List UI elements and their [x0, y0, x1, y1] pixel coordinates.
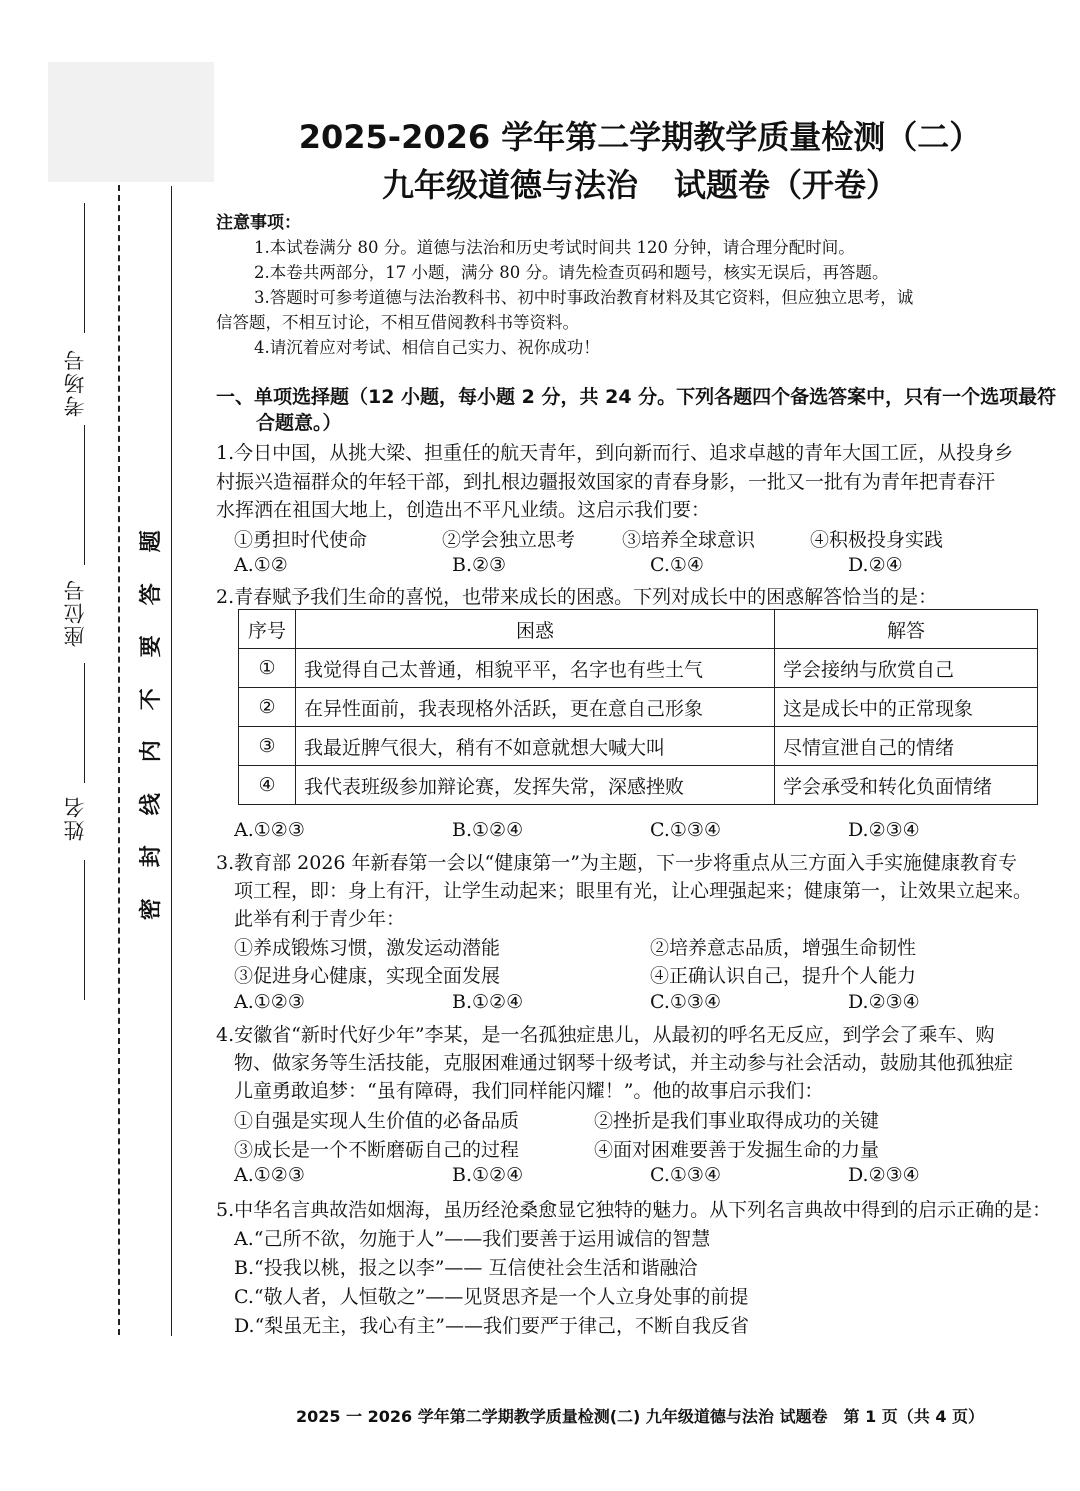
notice-item: 信答题，不相互讨论，不相互借阅教科书等资料。: [216, 313, 579, 332]
row-confusion: 我觉得自己太普通，相貌平平，名字也有些土气: [296, 649, 775, 688]
q1-item: ④积极投身实践: [810, 529, 944, 551]
q5-option: A.“己所不欲，勿施于人”——我们要善于运用诚信的智慧: [234, 1228, 711, 1250]
q4-option: D.②③④: [848, 1164, 920, 1186]
q1-option: D.②④: [848, 554, 903, 576]
seat-underline: [84, 663, 85, 783]
seal-char: 题: [138, 530, 164, 553]
q5-stem: 5.中华名言典故浩如烟海，虽历经沧桑愈显它独特的魅力。从下列名言典故中得到的启示正确的是：: [216, 1199, 1052, 1221]
q3-stem: 此举有利于青少年：: [234, 908, 406, 930]
q3-stem: 项工程，即：身上有汗，让学生动起来；眼里有光，让心理强起来；健康第一，让效果立起来。: [234, 880, 1033, 902]
q3-stem: 3.教育部 2026 年新春第一会以“健康第一”为主题，下一步将重点从三方面入手实施健康教育专: [216, 852, 1017, 874]
row-answer: 学会承受和转化负面情绪: [775, 766, 1038, 805]
row-index: ②: [239, 688, 296, 727]
q4-item: ①自强是实现人生价值的必备品质: [234, 1110, 520, 1132]
q1-item: ②学会独立思考: [442, 529, 576, 551]
exam-subtitle: [200, 160, 1080, 206]
notice-item: 4.请沉着应对考试、相信自己实力、祝你成功！: [254, 338, 600, 357]
q5-option: C.“敬人者，人恒敬之”——见贤思齐是一个人立身处事的前提: [234, 1286, 749, 1308]
q4-stem: 4.安徽省“新时代好少年”李某，是一名孤独症患儿，从最初的呼名无反应，到学会了乘车、购: [216, 1024, 995, 1046]
q5-option: B.“投我以桃，报之以李”—— 互信使社会生活和谐融洽: [234, 1257, 698, 1279]
q1-item: ③培养全球意识: [622, 529, 756, 551]
exam-room-label: 考场号: [63, 348, 87, 417]
q2-table: [238, 609, 1038, 805]
q3-item: ③促进身心健康，实现全面发展: [234, 965, 501, 987]
notice-item: 1.本试卷满分 80 分。道德与法治和历史考试时间共 120 分钟，请合理分配时间。: [254, 238, 855, 257]
col-header-index: 序号: [239, 610, 296, 649]
section-heading: 一、单项选择题（12 小题，每小题 2 分，共 24 分。下列各题四个备选答案中，只有一个选项最符: [216, 386, 1057, 408]
seal-char: 要: [138, 635, 164, 658]
binding-margin: [0, 0, 200, 1491]
q1-item: ①勇担时代使命: [234, 529, 368, 551]
notice-item: 3.答题时可参考道德与法治教科书、初中时事政治教育材料及其它资料，但应独立思考，诚: [254, 288, 914, 307]
row-confusion: 我代表班级参加辩论赛，发挥失常，深感挫败: [296, 766, 775, 805]
q4-item: ②挫折是我们事业取得成功的关键: [594, 1110, 880, 1132]
seat-label: 座位号: [63, 578, 87, 647]
row-index: ④: [239, 766, 296, 805]
q3-option: C.①③④: [650, 991, 721, 1013]
row-confusion: 在异性面前，我表现格外活跃，更在意自己形象: [296, 688, 775, 727]
q2-option: A.①②③: [234, 819, 305, 841]
q4-option: B.①②④: [452, 1164, 524, 1186]
q4-stem: 物、做家务等生活技能，克服困难通过钢琴十级考试，并主动参与社会活动，鼓励其他孤独症: [234, 1052, 1014, 1074]
page-footer: 2025 一 2026 学年第二学期教学质量检测(二) 九年级道德与法治 试题卷 第 1 页（共 4 页）: [295, 1407, 985, 1426]
table-row: [239, 649, 1038, 688]
notice-item: 2.本卷共两部分，17 小题，满分 80 分。请先检查页码和题号，核实无误后，再答题。: [254, 263, 889, 282]
seal-char: 答: [138, 582, 164, 605]
q2-option: B.①②④: [452, 819, 524, 841]
seal-char: 内: [138, 740, 164, 763]
q4-item: ④面对困难要善于发掘生命的力量: [594, 1139, 880, 1161]
subject-name: 九年级道德与法治: [381, 166, 638, 204]
q2-stem: 2.青春赋予我们生命的喜悦，也带来成长的困惑。下列对成长中的困惑解答恰当的是：: [216, 586, 938, 608]
q3-item: ④正确认识自己，提升个人能力: [650, 965, 917, 987]
q1-option: C.①④: [650, 554, 704, 576]
q5-option: D.“梨虽无主，我心有主”——我们要严于律己，不断自我反省: [234, 1315, 750, 1337]
exam-title: 2025-2026 学年第二学期教学质量检测（二）: [298, 118, 982, 156]
col-header-answer: 解答: [775, 610, 1038, 649]
row-confusion: 我最近脾气很大，稍有不如意就想大喊大叫: [296, 727, 775, 766]
q4-option: C.①③④: [650, 1164, 721, 1186]
col-header-confusion: 困惑: [296, 610, 775, 649]
name-underline: [84, 860, 85, 1000]
row-index: ①: [239, 649, 296, 688]
q1-stem: 村振兴造福群众的年轻干部，到扎根边疆报效国家的青春身影，一批又一批有为青年把青春汗: [216, 471, 996, 493]
q3-option: D.②③④: [848, 991, 920, 1013]
q1-stem: 1.今日中国，从挑大梁、担重任的航天青年，到向新而行、追求卓越的青年大国工匠，从投身乡: [216, 442, 1014, 464]
exam-room-underline: [84, 203, 85, 333]
q4-stem: 儿童勇敢追梦：“虽有障碍，我们同样能闪耀！”。他的故事启示我们：: [234, 1080, 824, 1102]
q4-option: A.①②③: [234, 1164, 305, 1186]
q3-item: ①养成锻炼习惯，激发运动潜能: [234, 937, 501, 959]
row-answer: 这是成长中的正常现象: [775, 688, 1038, 727]
notice-heading: 注意事项：: [216, 213, 301, 233]
row-index: ③: [239, 727, 296, 766]
q2-option: C.①③④: [650, 819, 721, 841]
q2-option: D.②③④: [848, 819, 920, 841]
q1-option: A.①②: [234, 554, 288, 576]
q1-option: B.②③: [452, 554, 507, 576]
q3-option: A.①②③: [234, 991, 305, 1013]
table-header-row: [239, 610, 1038, 649]
cut-line-left: [118, 185, 120, 1335]
q4-item: ③成长是一个不断磨砺自己的过程: [234, 1139, 520, 1161]
table-row: [239, 727, 1038, 766]
q1-stem: 水挥洒在祖国大地上，创造出不平凡业绩。这启示我们要：: [216, 499, 711, 521]
table-row: [239, 766, 1038, 805]
name-label: 姓名: [63, 795, 87, 841]
section-heading-cont: 合题意。）: [256, 412, 342, 434]
seal-char: 线: [138, 792, 164, 815]
row-answer: 学会接纳与欣赏自己: [775, 649, 1038, 688]
exam-room-underline-lower: [84, 425, 85, 565]
row-answer: 尽情宣泄自己的情绪: [775, 727, 1038, 766]
q3-item: ②培养意志品质，增强生命韧性: [650, 937, 917, 959]
table-row: [239, 688, 1038, 727]
paper-type: 试题卷（开卷）: [674, 166, 899, 204]
seal-char: 密: [138, 897, 164, 920]
seal-char: 封: [138, 845, 164, 868]
seal-char: 不: [138, 687, 164, 710]
q3-option: B.①②④: [452, 991, 524, 1013]
seal-warning: [140, 515, 180, 935]
